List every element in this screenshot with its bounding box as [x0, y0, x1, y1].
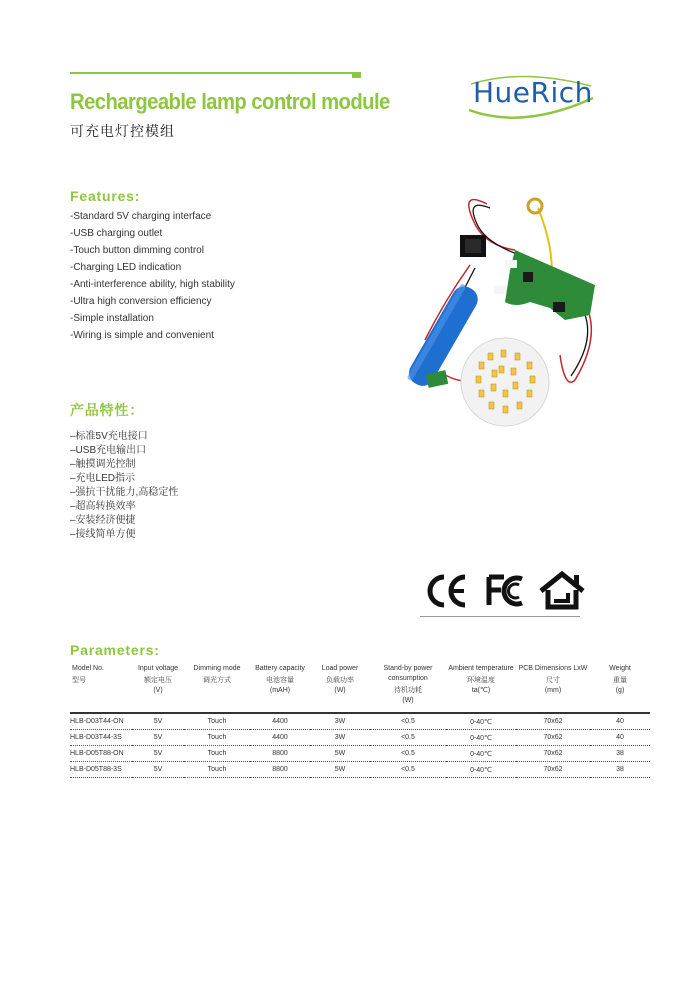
- list-item: -Standard 5V charging interface: [70, 211, 212, 222]
- list-item: -Simple installation: [70, 313, 154, 324]
- table-cell: 3W: [310, 730, 370, 746]
- table-row: [70, 730, 650, 746]
- table-cell: HLB-D05T88-ON: [70, 746, 132, 762]
- table-cell: <0.5: [370, 713, 446, 730]
- table-cell: Touch: [184, 713, 250, 730]
- page-title: Rechargeable lamp control module: [70, 89, 390, 114]
- table-cell: 0-40℃: [446, 730, 516, 746]
- table-cell: 4400: [250, 713, 310, 730]
- column-header-model: Model No. 型号: [70, 664, 132, 713]
- table-cell: Touch: [184, 746, 250, 762]
- features-cn-heading: 产品特性：: [70, 402, 144, 418]
- table-cell: 70x62: [516, 713, 590, 730]
- table-cell: 0-40℃: [446, 762, 516, 778]
- table-cell: 5V: [132, 730, 184, 746]
- table-cell: 38: [590, 762, 650, 778]
- list-item: –触摸调光控制: [70, 459, 136, 470]
- list-item: -USB charging outlet: [70, 228, 163, 239]
- table-cell: 5V: [132, 746, 184, 762]
- list-item: –超高转换效率: [70, 501, 136, 512]
- parameters-table: [70, 664, 650, 778]
- list-item: –接线简单方便: [70, 529, 136, 540]
- table-cell: 5V: [132, 762, 184, 778]
- list-item: -Wiring is simple and convenient: [70, 330, 214, 341]
- header-rule: [70, 72, 358, 74]
- product-photo: [365, 190, 615, 440]
- list-item: -Ultra high conversion efficiency: [70, 296, 212, 307]
- column-header-load: Load power 负载功率 (W): [310, 664, 370, 713]
- table-cell: HLB-D03T44-3S: [70, 730, 132, 746]
- table-cell: 40: [590, 713, 650, 730]
- table-cell: 5W: [310, 762, 370, 778]
- features-cn-list: [70, 430, 178, 542]
- list-item: –安装经济便捷: [70, 515, 136, 526]
- table-header-row: [70, 664, 650, 713]
- table-cell: 0-40℃: [446, 713, 516, 730]
- column-header-standby: Stand-by power consumption 待机功耗 (W): [370, 664, 446, 713]
- table-cell: 70x62: [516, 746, 590, 762]
- column-header-battery: Battery capacity 电池容量 (mAH): [250, 664, 310, 713]
- table-cell: <0.5: [370, 762, 446, 778]
- column-header-dimming: Dimming mode 调光方式: [184, 664, 250, 713]
- table-row: [70, 713, 650, 730]
- list-item: –充电LED指示: [70, 473, 136, 484]
- column-header-pcb: PCB Dimensions LxW 尺寸 (mm): [516, 664, 590, 713]
- huerich-logo: [463, 68, 603, 128]
- table-cell: <0.5: [370, 746, 446, 762]
- column-header-weight: Weight 重量 (g): [590, 664, 650, 713]
- table-row: [70, 746, 650, 762]
- column-header-voltage: Input voltage 额定电压 (V): [132, 664, 184, 713]
- features-heading: Features:: [70, 188, 141, 204]
- cert-divider: [420, 616, 580, 617]
- list-item: -Charging LED indication: [70, 262, 182, 273]
- table-cell: 8800: [250, 746, 310, 762]
- list-item: -Anti-interference ability, high stability: [70, 279, 235, 290]
- table-cell: 38: [590, 746, 650, 762]
- list-item: -Touch button dimming control: [70, 245, 204, 256]
- table-cell: HLB-D03T44-ON: [70, 713, 132, 730]
- table-cell: 4400: [250, 730, 310, 746]
- ce-mark-icon: [424, 571, 469, 611]
- table-cell: 70x62: [516, 762, 590, 778]
- table-cell: 5W: [310, 746, 370, 762]
- fcc-mark-icon: [486, 571, 526, 611]
- header-rule-end: [352, 72, 361, 78]
- column-header-temperature: Ambient temperature 环境温度 ta(℃): [446, 664, 516, 713]
- table-cell: 3W: [310, 713, 370, 730]
- page-subtitle: 可充电灯控模组: [70, 123, 175, 139]
- features-list: [70, 208, 235, 344]
- parameters-heading: Parameters:: [70, 642, 160, 658]
- list-item: –标准5V充电接口: [70, 431, 148, 442]
- table-cell: HLB-D05T88-3S: [70, 762, 132, 778]
- house-mark-icon: [538, 571, 586, 611]
- table-cell: 40: [590, 730, 650, 746]
- table-row: [70, 762, 650, 778]
- ring-terminal-icon: [528, 199, 542, 213]
- logo-text: HueRich: [473, 76, 593, 109]
- table-cell: 5V: [132, 713, 184, 730]
- list-item: –USB充电输出口: [70, 445, 147, 456]
- table-cell: 0-40℃: [446, 746, 516, 762]
- pcb-board-icon: [505, 250, 595, 320]
- table-cell: 8800: [250, 762, 310, 778]
- table-cell: <0.5: [370, 730, 446, 746]
- table-cell: 70x62: [516, 730, 590, 746]
- table-cell: Touch: [184, 762, 250, 778]
- list-item: –强抗干扰能力,高稳定性: [70, 487, 179, 498]
- table-cell: Touch: [184, 730, 250, 746]
